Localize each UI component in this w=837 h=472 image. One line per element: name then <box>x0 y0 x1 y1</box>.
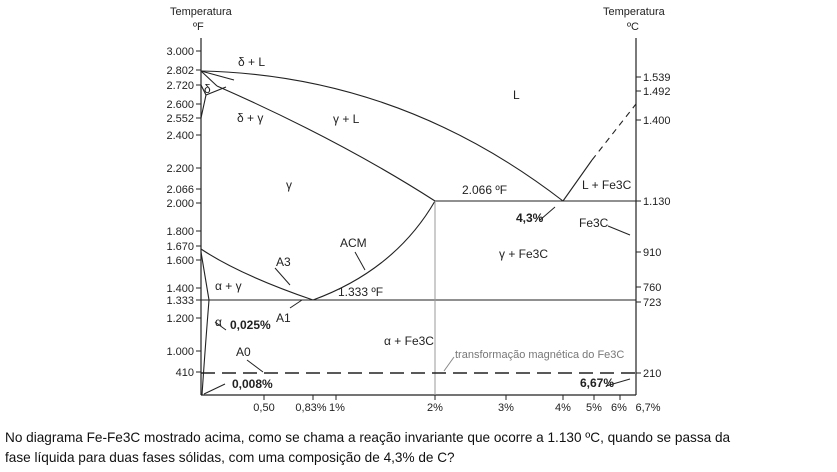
right-tick-label: 723 <box>643 297 662 309</box>
left-tick-label: 1.000 <box>166 346 194 358</box>
region-delta-label: δ <box>204 82 211 96</box>
left-tick-label: 1.800 <box>166 226 194 238</box>
liquidus-dashed-extension <box>592 104 636 160</box>
bottom-tick-label: 4% <box>555 402 571 414</box>
delta-gamma-lower-line <box>201 95 206 118</box>
right-axis-title: Temperatura <box>603 6 665 18</box>
eutectic-temperature-label: 2.066 ºF <box>462 183 508 197</box>
region-gamma-label: γ <box>286 178 292 192</box>
right-axis-unit: ºC <box>627 21 639 33</box>
region-delta-gamma-label: δ + γ <box>237 111 264 125</box>
left-axis-title: Temperatura <box>170 6 232 18</box>
question-text <box>5 428 835 468</box>
right-tick-label: 210 <box>643 368 662 380</box>
left-tick-label: 1.200 <box>166 313 194 325</box>
bottom-tick-label: 6,7% <box>635 402 661 414</box>
bottom-tick-label: 0,83% <box>295 402 327 414</box>
right-tick-label: 1.539 <box>643 72 671 84</box>
alpha-lower-solvus <box>202 300 209 395</box>
left-tick-label: 410 <box>175 367 194 379</box>
left-tick-label: 1.600 <box>166 255 194 267</box>
region-liquid-label: L <box>513 88 520 102</box>
left-tick-label: 3.000 <box>166 46 194 58</box>
bottom-tick-label: 3% <box>498 402 514 414</box>
bottom-tick-label: 0,50 <box>253 402 275 414</box>
left-tick-label: 1.400 <box>166 283 194 295</box>
solidus-line <box>217 86 435 201</box>
left-tick-label: 2.200 <box>166 163 194 175</box>
a0-label: A0 <box>236 345 251 359</box>
bottom-tick-label: 6% <box>611 402 627 414</box>
right-tick-label: 760 <box>643 282 662 294</box>
alpha-low-solubility-label: 0,008% <box>232 377 273 391</box>
left-tick-label: 2.400 <box>166 130 194 142</box>
region-l-fe3c-label: L + Fe3C <box>582 178 632 192</box>
region-alpha-label: α <box>215 315 222 329</box>
liquidus-line <box>201 71 563 201</box>
acm-label: ACM <box>340 236 367 250</box>
eutectic-composition-label: 4,3% <box>516 211 544 225</box>
bottom-tick-label: 5% <box>586 402 602 414</box>
a1-label: A1 <box>276 311 291 325</box>
bottom-tick-label: 1% <box>329 402 345 414</box>
question-line-1: No diagrama Fe-Fe3C mostrado acima, como se chama a reação invariante que ocorre a 1.130 ºC, quando se passa da <box>5 430 731 445</box>
right-tick-label: 1.400 <box>643 115 671 127</box>
left-tick-label: 2.552 <box>166 113 194 125</box>
magnetic-transformation-label: transformação magnética do Fe3C <box>455 349 625 361</box>
bottom-tick-label: 2% <box>427 402 443 414</box>
left-tick-label: 2.600 <box>166 99 194 111</box>
question-line-2: fase líquida para duas fases sólidas, com uma composição de 4,3% de C? <box>5 450 455 465</box>
left-tick-label: 1.333 <box>166 295 194 307</box>
right-tick-label: 1.130 <box>643 196 671 208</box>
region-delta-l-label: δ + L <box>238 55 266 69</box>
right-tick-label: 910 <box>643 247 662 259</box>
left-tick-label: 2.720 <box>166 80 194 92</box>
cementite-composition-label: 6,67% <box>580 376 615 390</box>
left-tick-labels <box>166 46 194 379</box>
alpha-solvus-line <box>201 252 209 300</box>
cementite-label: Fe3C <box>579 216 609 230</box>
region-alpha-fe3c-label: α + Fe3C <box>384 334 434 348</box>
right-tick-label: 1.492 <box>643 86 671 98</box>
left-tick-label: 1.670 <box>166 241 194 253</box>
bottom-tick-labels <box>253 402 660 414</box>
left-axis-unit: ºF <box>193 21 204 33</box>
bottom-ticks <box>264 395 620 400</box>
region-gamma-l-label: γ + L <box>333 112 360 126</box>
left-tick-label: 2.066 <box>166 184 194 196</box>
region-gamma-fe3c-label: γ + Fe3C <box>499 247 549 261</box>
eutectoid-temperature-label: 1.333 ºF <box>338 285 384 299</box>
alpha-solubility-label: 0,025% <box>230 318 271 332</box>
right-tick-labels <box>643 72 671 380</box>
right-ticks <box>636 77 641 373</box>
left-ticks <box>196 51 201 372</box>
a3-label: A3 <box>276 255 291 269</box>
left-tick-label: 2.802 <box>166 65 194 77</box>
region-alpha-gamma-label: α + γ <box>215 279 242 293</box>
left-tick-label: 2.000 <box>166 198 194 210</box>
